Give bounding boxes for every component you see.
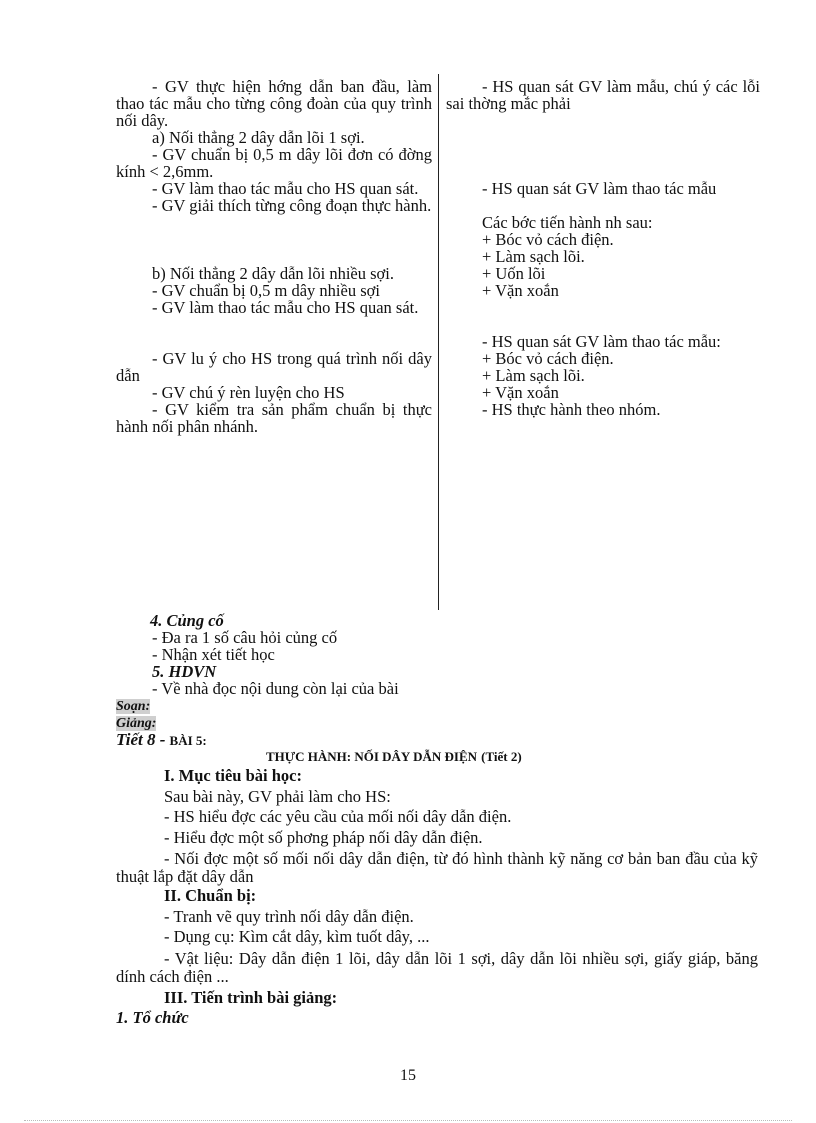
procedure-heading: III. Tiến trình bài giảng: (164, 988, 338, 1007)
lesson-title: THỰC HÀNH: NỐI DÂY DẪN ĐIỆN (266, 749, 478, 764)
left-paragraph: - GV chuẩn bị 0,5 m dây lõi đơn có đờng kính < 2,6mm. (116, 145, 432, 181)
preparation-section (116, 886, 758, 986)
cung-co-line: - Nhận xét tiết học (152, 645, 275, 664)
giang-label: Giảng: (116, 716, 157, 731)
left-heading-a: a) Nối thẳng 2 dây dẫn lõi 1 sợi. (152, 128, 365, 147)
right-list-item: + Bóc vỏ cách điện. (482, 230, 614, 249)
right-paragraph: - HS quan sát GV làm thao tác mẫu: (482, 332, 721, 351)
right-paragraph: - HS quan sát GV làm thao tác mẫu (482, 179, 717, 198)
preparation-item: - Tranh vẽ quy trình nối dây dẫn điện. (164, 906, 414, 926)
objectives-heading: I. Mục tiêu bài học: (164, 766, 302, 785)
right-list-item: + Làm sạch lõi. (482, 247, 585, 266)
page-bottom-rule (24, 1120, 792, 1121)
lesson-part: (Tiết 2) (481, 749, 522, 764)
right-list-item: + Vặn xoắn (482, 281, 559, 300)
preparation-item: - Vật liệu: Dây dẫn điện 1 lõi, dây dẫn lõi 1 sợi, dây dẫn lõi nhiều sợi, giấy giáp, băng dính cách điện ... (116, 948, 758, 986)
hdvn-heading: 5. HDVN (152, 662, 217, 681)
procedure-section (116, 988, 758, 1028)
closing-section (116, 612, 758, 731)
left-paragraph: - GV lu ý cho HS trong quá trình nối dây dẫn (116, 349, 432, 385)
left-paragraph: - GV giải thích từng công đoạn thực hành. (152, 196, 432, 215)
left-paragraph: - GV kiểm tra sản phẩm chuẩn bị thực hành nối phân nhánh. (116, 400, 432, 436)
left-paragraph: - GV làm thao tác mẫu cho HS quan sát. (152, 179, 419, 198)
left-paragraph: - GV chuẩn bị 0,5 m dây nhiều sợi (152, 281, 380, 300)
hdvn-line: - Về nhà đọc nội dung còn lại của bài (152, 679, 399, 698)
lesson-number: BÀI 5: (169, 733, 207, 748)
lesson-period: Tiết 8 - (116, 730, 166, 749)
right-list-item: + Làm sạch lõi. (482, 366, 585, 385)
objective-item: - HS hiểu đợc các yêu cầu của mối nối dây dẫn điện. (164, 807, 512, 826)
preparation-heading: II. Chuẩn bị: (164, 886, 257, 905)
right-list-item: + Bóc vỏ cách điện. (482, 349, 614, 368)
spacer (446, 299, 760, 333)
right-list-item: + Vặn xoắn (482, 383, 559, 402)
spacer (446, 112, 760, 180)
objectives-intro: Sau bài này, GV phải làm cho HS: (164, 786, 391, 806)
student-activities-column (446, 78, 760, 418)
left-paragraph: - GV làm thao tác mẫu cho HS quan sát. (152, 298, 419, 317)
right-paragraph: Các bớc tiến hành nh sau: (482, 213, 653, 232)
right-list-item: + Uốn lõi (482, 264, 546, 283)
right-paragraph: - HS thực hành theo nhóm. (482, 400, 661, 419)
right-paragraph: - HS quan sát GV làm mẫu, chú ý các lỗi sai thờng mắc phải (446, 77, 760, 113)
spacer (446, 197, 760, 214)
preparation-item: - Dụng cụ: Kìm cắt dây, kìm tuốt dây, ... (164, 927, 430, 946)
left-paragraph: - GV thực hiện hớng dẫn ban đầu, làm thao tác mẫu cho từng công đoàn của quy trình nối dây. (116, 77, 432, 130)
objectives-section (116, 766, 758, 886)
page-number: 15 (400, 1067, 416, 1084)
left-paragraph: - GV chú ý rèn luyện cho HS (152, 383, 345, 402)
teacher-activities-column (116, 78, 432, 435)
left-heading-b: b) Nối thẳng 2 dây dẫn lõi nhiều sợi. (152, 264, 394, 283)
lesson-title-row (116, 747, 766, 766)
objective-item: - Nối đợc một số mối nối dây dẫn điện, từ đó hình thành kỹ năng cơ bản ban đầu của kỹ thuật lắp đặt dây dẫn (116, 849, 758, 886)
spacer (116, 214, 432, 265)
procedure-subheading: 1. Tổ chức (116, 1008, 189, 1027)
cung-co-line: - Đa ra 1 số câu hỏi củng cố (152, 628, 338, 647)
spacer (116, 316, 432, 350)
cung-co-heading: 4. Củng cố (150, 611, 224, 630)
objective-item: - Hiểu đợc một số phơng pháp nối dây dẫn điện. (164, 827, 483, 847)
soan-label: Soạn: (116, 699, 151, 714)
column-divider (438, 74, 439, 610)
